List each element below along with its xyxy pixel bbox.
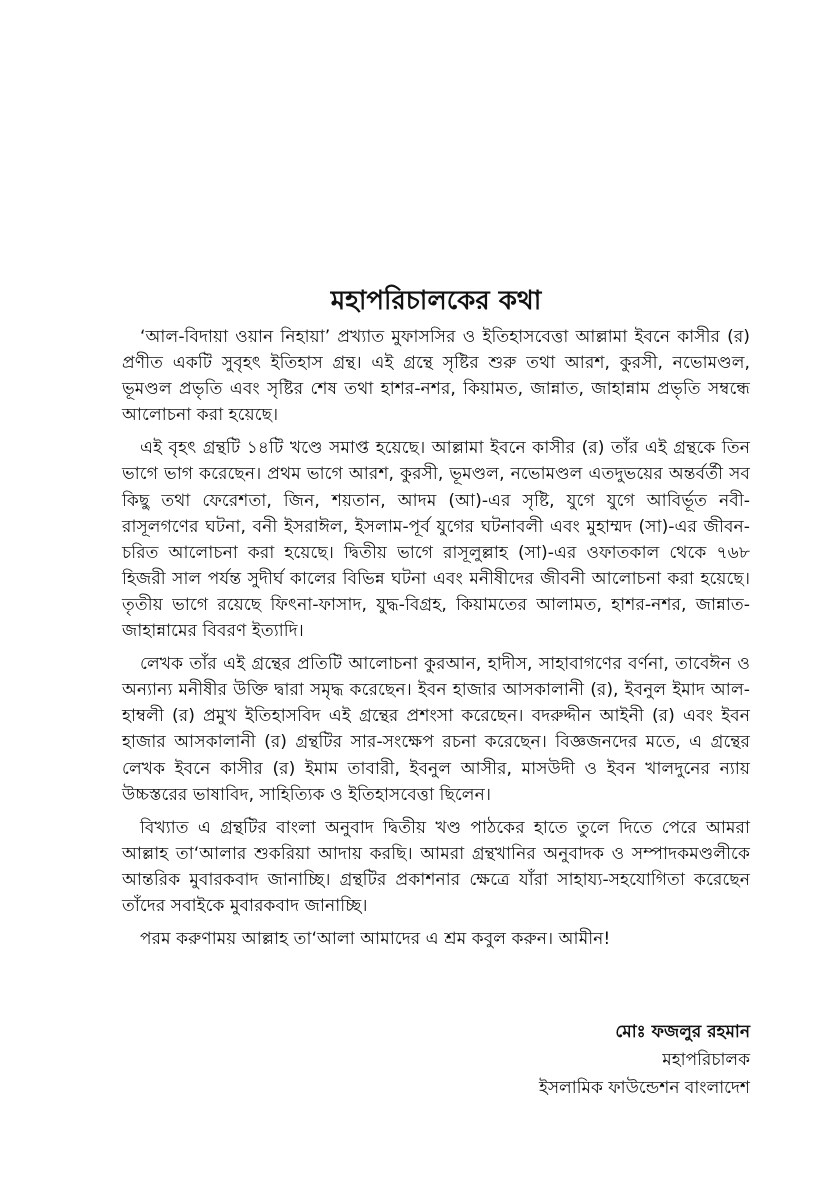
paragraph-structure: এই বৃহৎ গ্রন্থটি ১৪টি খণ্ডে সমাপ্ত হয়েছে। আল্লামা ইবনে কাসীর (র) তাঁর এই গ্রন্থকে তিন ভাগে ভাগ করেছেন। প্রথম ভাগে আরশ, কুরসী, ভূমণ্ডল, নভোমণ্ডল এতদুভয়ের অন্তর্বর্তী সব কিছু তথা ফেরেশতা, জিন, শয়তান, আদম (আ)-এর সৃষ্টি, যুগে যুগে আবির্ভূত নবী-রাসূলগণের ঘটনা, বনী ইসরাঈল, ইসলাম-পূর্ব যুগের ঘটনাবলী এবং মুহাম্মদ (সা)-এর জীবন-চরিত আলোচনা করা হয়েছে। দ্বিতীয় ভাগে রাসূলুল্লাহ (সা)-এর ওফাতকাল থেকে ৭৬৮ হিজরী সাল পর্যন্ত সুদীর্ঘ কালের বিভিন্ন ঘটনা এবং মনীষীদের জীবনী আলোচনা করা হয়েছে। তৃতীয় ভাগে রয়েছে ফিৎনা-ফাসাদ, যুদ্ধ-বিগ্রহ, কিয়ামতের আলামত, হাশর-নশর, জান্নাত-জাহান্নামের বিবরণ ইত্যাদি। — [122, 438, 750, 642]
paragraph-intro: ‘আল-বিদায়া ওয়ান নিহায়া’ প্রখ্যাত মুফাসসির ও ইতিহাসবেত্তা আল্লামা ইবনে কাসীর (র) প্রণীত একটি সুবৃহৎ ইতিহাস গ্রন্থ। এই গ্রন্থে সৃষ্টির শুরু তথা আরশ, কুরসী, নভোমণ্ডল, ভূমণ্ডল প্রভৃতি এবং সৃষ্টির শেষ তথা হাশর-নশর, কিয়ামত, জান্নাত, জাহান্নাম প্রভৃতি সম্বন্ধে আলোচনা করা হয়েছে। — [122, 327, 750, 426]
signature-organization: ইসলামিক ফাউন্ডেশন বাংলাদেশ — [538, 1078, 750, 1098]
paragraph-prayer: পরম করুণাময় আল্লাহ তা‘আলা আমাদের এ শ্রম কবুল করুন। আমীন! — [140, 929, 611, 950]
signature-name: মোঃ ফজলুর রহমান — [615, 1022, 750, 1042]
paragraph-sources: লেখক তাঁর এই গ্রন্থের প্রতিটি আলোচনা কুরআন, হাদীস, সাহাবাগণের বর্ণনা, তাবেঈন ও অন্যান্য মনীষীর উক্তি দ্বারা সমৃদ্ধ করেছেন। ইবন হাজার আসকালানী (র), ইবনুল ইমাদ আল-হাম্বলী (র) প্রমুখ ইতিহাসবিদ এই গ্রন্থের প্রশংসা করেছেন। বদরুদ্দীন আইনী (র) এবং ইবন হাজার আসকালানী (র) গ্রন্থটির সার-সংক্ষেপ রচনা করেছেন। বিজ্ঞজনদের মতে, এ গ্রন্থের লেখক ইবনে কাসীর (র) ইমাম তাবারী, ইবনুল আসীর, মাসউদী ও ইবন খালদুনের ন্যায় উচ্চস্তরের ভাষাবিদ, সাহিত্যিক ও ইতিহাসবেত্তা ছিলেন। — [122, 654, 750, 805]
page-title: মহাপরিচালকের কথা — [330, 286, 542, 316]
paragraph-gratitude: বিখ্যাত এ গ্রন্থটির বাংলা অনুবাদ দ্বিতীয় খণ্ড পাঠকের হাতে তুলে দিতে পেরে আমরা আল্লাহ তা‘আলার শুকরিয়া আদায় করছি। আমরা গ্রন্থখানির অনুবাদক ও সম্পাদকমণ্ডলীকে আন্তরিক মুবারকবাদ জানাচ্ছি। গ্রন্থটির প্রকাশনার ক্ষেত্রে যাঁরা সাহায্য-সহযোগিতা করেছেন তাঁদের সবাইকে মুবারকবাদ জানাচ্ছি। — [122, 817, 750, 916]
main-content — [122, 286, 750, 959]
signature-block — [539, 1018, 750, 1102]
signature-designation: মহাপরিচালক — [662, 1050, 750, 1070]
